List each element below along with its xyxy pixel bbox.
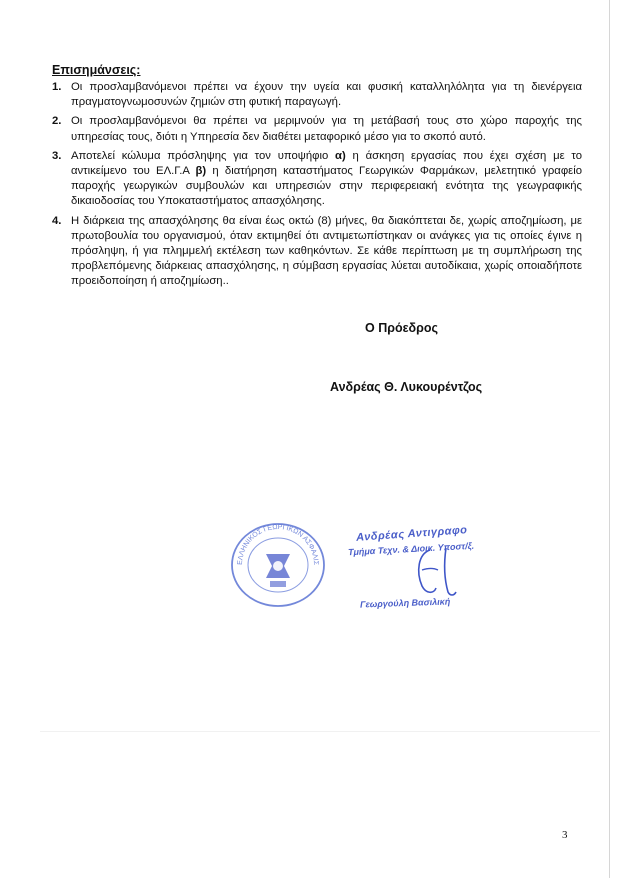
page-number: 3 — [562, 829, 568, 841]
notes-heading: Επισημάνσεις: — [52, 63, 141, 77]
note-marker-a: α) — [335, 149, 346, 162]
signature-icon — [408, 542, 468, 602]
note-number: 3. — [52, 149, 62, 162]
note-number: 2. — [52, 115, 62, 128]
note-text: Οι προσλαμβανόμενοι θα πρέπει να μεριμνούν για τη μετάβασή τους στο χώρο παροχής της υπηρεσίας τους, διότι η Υπηρεσία δεν διαθέτει μεταφορικό μέσο για το σκοπό αυτό. — [71, 115, 582, 143]
note-text-c: η διατήρηση καταστήματος Γεωργικών Φαρμάκων, μελετητικό γραφείο παροχής γεωργικών συμβουλών και υπηρεσιών στην περιφερειακή ενότητα της γεωγραφικής δικαιοδοσίας του Υποκαταστήματος απασχόλησης. — [71, 165, 582, 208]
note-text: Η διάρκεια της απασχόλησης θα είναι έως οκτώ (8) μήνες, θα διακόπτεται δε, χωρίς αποζημίωση, με πρωτοβουλία του οργανισμού, όταν εκτιμηθεί ότι αντιμετωπίστηκαν οι ανάγκες για τις οποίες έγινε η πρόσληψη, ή για πλημμελή εκτέλεση των καθηκόντων. Σε κάθε περίπτωση με τη συμπλήρωση της προβλεπόμενης διάρκειας απασχόλησης, η σύμβαση εργασίας λύεται αυτοδίκαια, χωρίς οποιαδήποτε προειδοποίηση ή αποζημίωση.. — [71, 214, 582, 288]
stamp-line-3: Γεωργούλη Βασιλική — [359, 596, 451, 610]
stamp-line-1: Ανδρέας Αντιγραφο — [355, 524, 468, 544]
note-number: 4. — [52, 214, 62, 227]
signatory-title: Ο Πρόεδρος — [365, 321, 438, 335]
note-item — [52, 214, 582, 290]
note-text: Οι προσλαμβανόμενοι πρέπει να έχουν την υγεία και φυσική καταλληλόλητα για τη διενέργεια πραγματογνωμοσυνών ζημιών στη φυτική παραγωγή. — [71, 81, 582, 109]
seal-text: ΕΛΛΗΝΙΚΟΣ ΓΕΩΡΓΙΚΩΝ ΑΣΦΑΛΙΣ — [236, 523, 320, 566]
note-text-b: η άσκηση εργασίας που έχει σχέση με το αντικείμενο του ΕΛ.Γ.Α — [71, 149, 582, 178]
note-item — [52, 114, 582, 144]
scan-artifact-line — [40, 731, 600, 732]
stamp-line-2: Τμήμα Τεχν. & Διοικ. Υποστ/ξ. — [347, 540, 475, 558]
note-marker-b: β) — [195, 165, 207, 178]
notes-list — [52, 80, 582, 294]
round-seal-icon — [226, 518, 330, 612]
note-number: 1. — [52, 81, 62, 93]
note-item — [52, 80, 582, 110]
signatory-name: Ανδρέας Θ. Λυκουρέντζος — [330, 380, 483, 394]
page-edge-rule — [609, 0, 610, 878]
note-text-a: Αποτελεί κώλυμα πρόσληψης για τον υποψήφιο — [71, 149, 336, 162]
note-item — [52, 149, 582, 210]
